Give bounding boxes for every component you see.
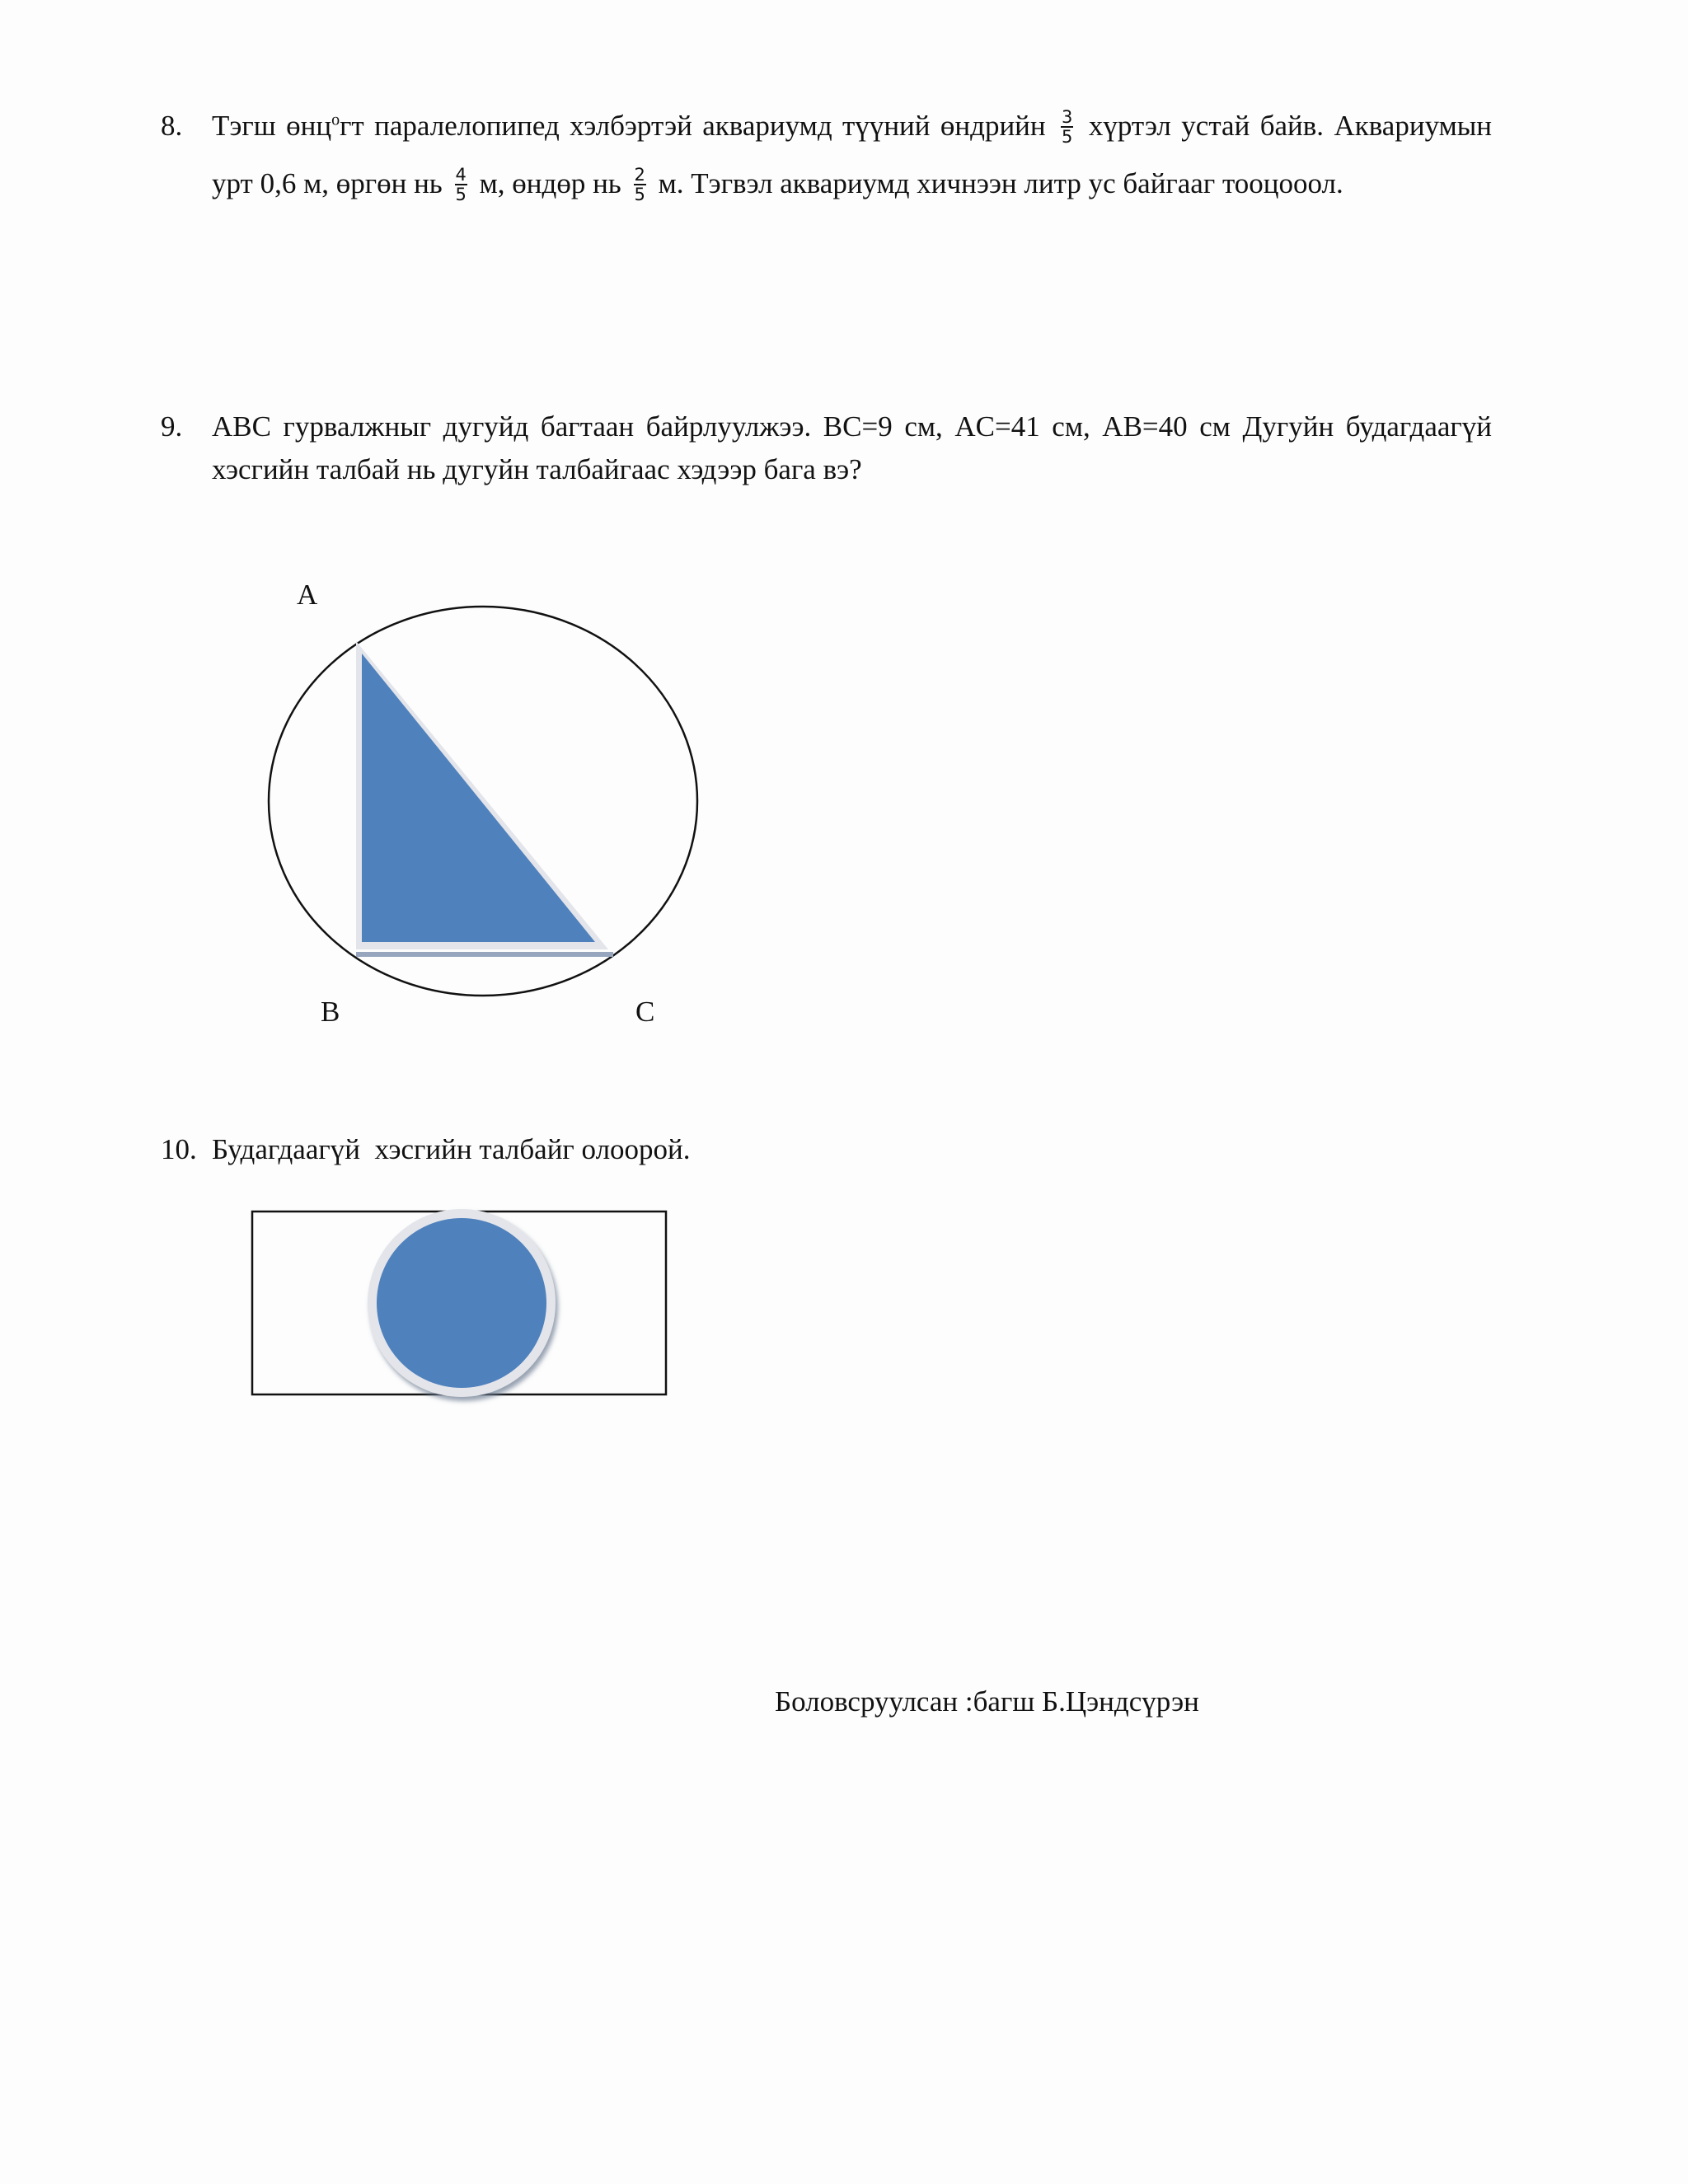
triangle-in-circle-figure bbox=[269, 607, 697, 996]
text-part: м, өндөр нь bbox=[479, 167, 621, 199]
superscript-o: о bbox=[331, 110, 340, 129]
fraction-numerator: 4 bbox=[455, 164, 467, 185]
fraction-numerator: 2 bbox=[634, 164, 645, 185]
text-part: гт паралелопипед хэлбэртэй аквариумд түүний өндрийн bbox=[340, 110, 1046, 142]
problem-text: Будагдаагүй хэсгийн талбайг олоорой. bbox=[212, 1133, 691, 1165]
problem-text: ABC гурвалжныг дугуйд багтаан байрлуулжээ. BC=9 см, AC=41 см, AB=40 см Дугуйн будагдаагүй хэсгийн талбай нь дугуйн талбайгаас хэдээр бага вэ? bbox=[212, 410, 1492, 485]
vertex-label-a: A bbox=[297, 579, 318, 611]
fraction-denominator: 5 bbox=[455, 184, 467, 204]
text-part: Тэгш өнц bbox=[212, 110, 332, 142]
problem-number: 9. bbox=[161, 410, 183, 443]
shaded-circle bbox=[377, 1218, 546, 1388]
problem-number: 8. bbox=[161, 110, 183, 142]
fraction-denominator: 5 bbox=[634, 184, 645, 204]
problem-10 bbox=[161, 1129, 1492, 1170]
text-part: м. Тэгвэл аквариумд хичнээн литр ус байгааг тооцооол. bbox=[658, 167, 1343, 199]
vertex-label-c: C bbox=[635, 996, 655, 1028]
fraction-denominator: 5 bbox=[1062, 126, 1073, 147]
fraction-numerator: 3 bbox=[1062, 106, 1073, 127]
problem-number: 10. bbox=[161, 1133, 197, 1165]
vertex-label-b: B bbox=[321, 996, 340, 1028]
circle-in-rectangle-figure bbox=[252, 1209, 666, 1397]
text-part: хүртэл устай байв. Аквариумын урт 0,6 м, өргөн нь bbox=[212, 110, 1493, 199]
author-signature: Боловсруулсан :багш Б.Цэндсүрэн bbox=[775, 1685, 1199, 1718]
